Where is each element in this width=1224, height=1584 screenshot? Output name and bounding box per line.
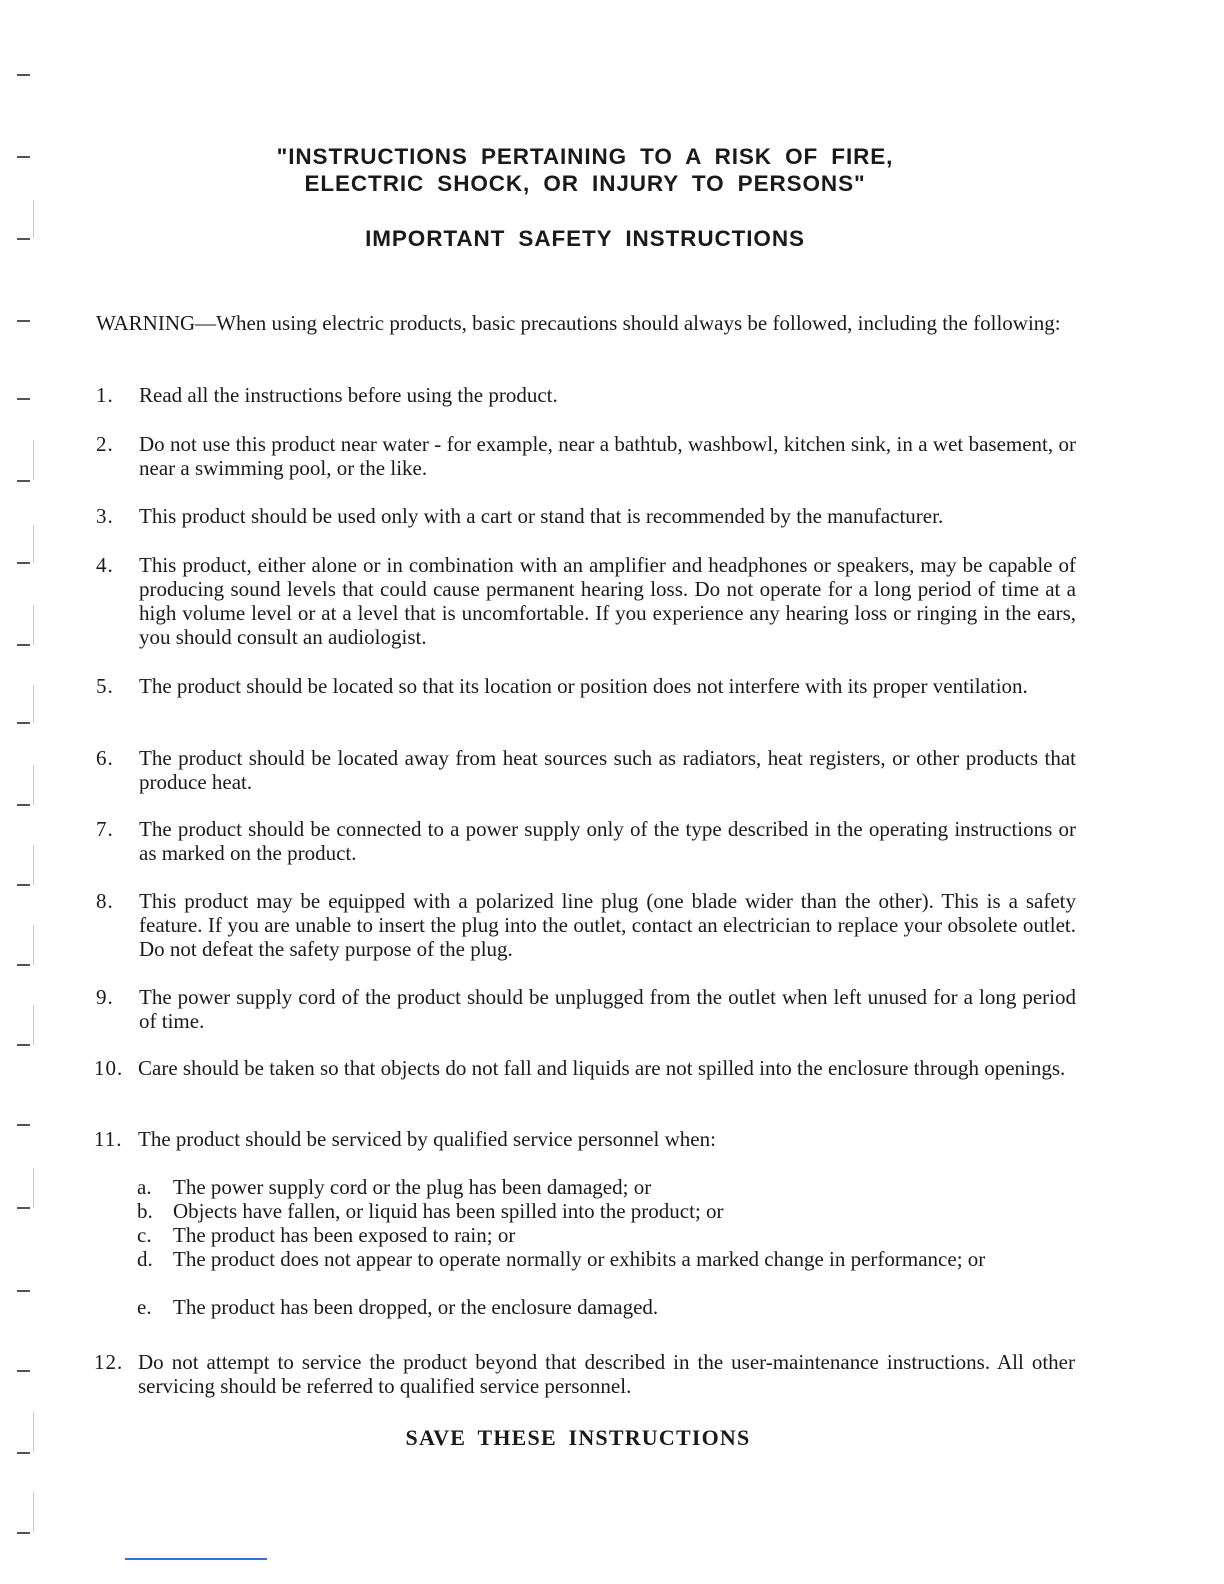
item-number: 1. (96, 383, 114, 407)
margin-mark (33, 1168, 34, 1208)
item-text: The power supply cord of the product should be unplugged from the outlet when left unused for a long period of time. (139, 985, 1076, 1033)
item-number: 2. (96, 432, 114, 456)
margin-mark (17, 884, 30, 886)
sub-list-item (137, 1223, 1057, 1247)
list-item (96, 1056, 1076, 1080)
item-number: 7. (96, 817, 114, 841)
item-number: 9. (96, 985, 114, 1009)
margin-mark (17, 644, 30, 646)
item-text: Read all the instructions before using the product. (139, 383, 558, 407)
margin-mark (33, 1492, 34, 1532)
item-text: Do not attempt to service the product beyond that described in the user-maintenance instructions. All other servicing should be referred to qualified service personnel. (138, 1350, 1075, 1398)
item-text: This product should be used only with a cart or stand that is recommended by the manufacturer. (139, 504, 944, 528)
list-item (96, 1350, 1076, 1398)
margin-mark (17, 1532, 30, 1534)
margin-mark (17, 722, 30, 724)
sub-item-letter: a. (137, 1175, 152, 1199)
sub-item-letter: d. (137, 1247, 153, 1271)
item-text: The product should be connected to a power supply only of the type described in the operating instructions or as marked on the product. (139, 817, 1076, 865)
item-text: Do not use this product near water - for example, near a bathtub, washbowl, kitchen sink, in a wet basement, or near a swimming pool, or the like. (139, 432, 1076, 480)
save-instructions-heading: SAVE THESE INSTRUCTIONS (405, 1425, 751, 1450)
item-number: 11. (94, 1127, 123, 1151)
margin-mark (33, 685, 34, 723)
margin-mark (33, 1005, 34, 1045)
item-text: Care should be taken so that objects do not fall and liquids are not spilled into the enclosure through openings. (138, 1056, 1066, 1080)
item-number: 3. (96, 504, 114, 528)
item-text: The product should be located away from heat sources such as radiators, heat registers, or other products that produce heat. (139, 746, 1076, 794)
sub-list-item (137, 1295, 1057, 1319)
margin-mark (17, 1290, 30, 1292)
margin-mark (17, 804, 30, 806)
list-item (96, 553, 1076, 649)
margin-mark (17, 1044, 30, 1046)
margin-mark (33, 605, 34, 645)
item-text: This product, either alone or in combination with an amplifier and headphones or speakers, may be capable of producing sound levels that could cause permanent hearing loss. Do not operate for a long period of time at a high volume level or at a level that is uncomfortable. If you experience any hearing loss or ringing in the ears, you should consult an audiologist. (139, 553, 1076, 649)
margin-mark (33, 525, 34, 563)
list-item (96, 504, 1076, 528)
margin-mark (17, 480, 30, 482)
list-item (96, 1127, 1076, 1151)
margin-mark (17, 320, 30, 322)
item-number: 12. (94, 1350, 124, 1374)
list-item (96, 674, 1076, 698)
sub-item-text: The product does not appear to operate normally or exhibits a marked change in performance; or (173, 1247, 986, 1271)
sub-list-item (137, 1175, 1057, 1199)
sub-item-letter: e. (137, 1295, 152, 1319)
sub-item-letter: c. (137, 1223, 152, 1247)
margin-mark (17, 562, 30, 564)
item-number: 4. (96, 553, 114, 577)
margin-mark (17, 1207, 30, 1209)
margin-mark (33, 925, 34, 965)
sub-list-item (137, 1199, 1057, 1223)
sub-item-text: Objects have fallen, or liquid has been spilled into the product; or (173, 1199, 724, 1223)
list-item (96, 817, 1076, 865)
margin-mark (17, 1452, 30, 1454)
sub-item-text: The power supply cord or the plug has been damaged; or (173, 1175, 652, 1199)
sub-item-text: The product has been dropped, or the enclosure damaged. (173, 1295, 659, 1319)
item-text: The product should be located so that its location or position does not interfere with its proper ventilation. (139, 674, 1028, 698)
margin-mark (33, 845, 34, 885)
document-title-line-2: ELECTRIC SHOCK, OR INJURY TO PERSONS" (304, 171, 866, 196)
sub-item-letter: b. (137, 1199, 153, 1223)
footnote-rule (125, 1558, 267, 1560)
warning-paragraph: WARNING—When using electric products, basic precautions should always be followed, including the following: (96, 311, 1061, 335)
item-number: 8. (96, 889, 114, 913)
margin-mark (17, 964, 30, 966)
list-item (96, 432, 1076, 480)
margin-mark (33, 765, 34, 805)
margin-mark (33, 440, 34, 480)
margin-mark (17, 74, 30, 76)
sub-list-item (137, 1247, 1057, 1271)
item-text: The product should be serviced by qualified service personnel when: (138, 1127, 716, 1151)
item-text: This product may be equipped with a polarized line plug (one blade wider than the other). This is a safety feature. If you are unable to insert the plug into the outlet, contact an electrician to replace your obsolete outlet. Do not defeat the safety purpose of the plug. (139, 889, 1076, 961)
document-subtitle: IMPORTANT SAFETY INSTRUCTIONS (365, 226, 805, 251)
item-number: 5. (96, 674, 114, 698)
sub-item-text: The product has been exposed to rain; or (173, 1223, 516, 1247)
document-title-line-1: "INSTRUCTIONS PERTAINING TO A RISK OF FIRE, (276, 144, 894, 169)
margin-mark (17, 1370, 30, 1372)
item-number: 10. (94, 1056, 124, 1080)
margin-mark (17, 1124, 30, 1126)
list-item (96, 746, 1076, 794)
list-item (96, 985, 1076, 1033)
margin-mark (17, 398, 30, 400)
list-item (96, 383, 1076, 407)
list-item (96, 889, 1076, 961)
item-number: 6. (96, 746, 114, 770)
